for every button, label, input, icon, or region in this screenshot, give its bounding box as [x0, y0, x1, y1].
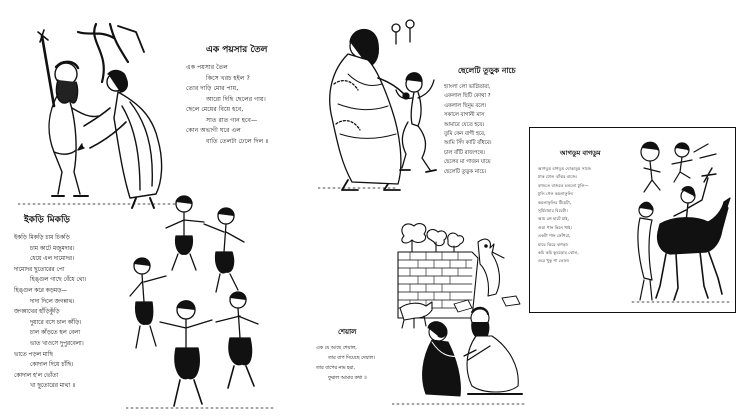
boxed-panel-agdum-bagdum	[529, 127, 736, 313]
poem-line: ছেলেটি তুড়ুক নাচে।	[444, 168, 487, 175]
poem-line: কোদাল দিয়ে চাঁছি।	[30, 362, 74, 369]
poem-line: কমলাফুলির টিয়েটা,	[538, 199, 572, 205]
poem-line: কচি কচি কুমড়োর ঝোল,	[538, 250, 579, 256]
poem-line: আমি সিঁদ কাটি বাঁধবে।	[444, 140, 492, 147]
poem-line: কোন অভাগী ঘরে এল	[186, 127, 241, 134]
poem-line: আমারে যেতে হবে।	[444, 121, 485, 128]
poem-sheyal	[316, 326, 402, 384]
poem-line: কিসে খরচ হইল ?	[206, 74, 250, 82]
poem-line: ছেলে মেয়ের বিয়ে হবে,	[186, 106, 244, 113]
poem-line: ফুরাল আমার কথা ॥	[328, 376, 367, 381]
poem-title: ছেলেটি তুড়ুক নাচে	[458, 66, 516, 75]
poem-title: আগডুম বাগডুম	[560, 149, 601, 157]
poem-line: একটা পান ফোঁপরা,	[538, 233, 571, 239]
poem-line: একলাল ছিনুম বলে।	[444, 102, 487, 109]
illustration-mother-and-dancing-boy	[318, 14, 440, 192]
poem-line: বাতি তেলটা ঢেলে দিল ॥	[206, 137, 269, 145]
poem-line: চাল বাঁটি রাজপথে।	[444, 149, 485, 156]
poem-ikri-mikri	[14, 212, 134, 392]
poem-line: দাদা দিলে জগন্নাথ।	[30, 298, 75, 305]
poem-title: ইকড়ি মিকড়ি	[24, 215, 70, 225]
poem-line: ওরে খুকু গা তোল।	[538, 258, 570, 264]
poem-line: একলাল ছিটি কোথা ?	[444, 93, 491, 100]
poem-line: ছেলের মা গাজন যায়ে	[444, 159, 491, 166]
illustration-bearded-man-and-woman	[18, 22, 183, 212]
poem-line: ঢাক ঢোল ঝাঁঝর বাজে।	[538, 174, 578, 180]
poem-line: দামোদর ছুতোরের পো	[14, 266, 65, 273]
poem-line: সূর্যিমামার বিয়েটা।	[538, 208, 568, 214]
poem-line: দুয়ারে বসে চাল কাঁড়ি।	[30, 319, 82, 326]
poem-line: সকালে বাগানী মাস	[444, 112, 485, 119]
poem-line: কোদাল হ'ল ভোঁতা	[14, 372, 59, 379]
poem-line: তুমি কেন বাগী হবে,	[444, 131, 486, 138]
illustration-jackal-and-wall	[392, 218, 526, 414]
poem-line: ভাত খাওসে দুপুরবেলা।	[30, 340, 84, 347]
poem-line: আগডুম বাগডুম ঘোড়াডুম সাজে	[538, 166, 592, 171]
poem-cheleti-tukur-nache	[444, 66, 530, 177]
poem-line: বাজতে বাজতে চললো ঢুলি—	[538, 182, 589, 188]
poem-line: তার বাপের নাম হরা,	[316, 366, 356, 371]
poem-line: মায়ে ঝিয়ে ঝগড়া।	[538, 241, 569, 247]
poem-line: হিঙ্গুল করে কড়মড়—	[14, 287, 68, 294]
poem-line: এক পয়সার তৈল	[186, 64, 228, 71]
poem-line: খা ছুতোরের মাথা ॥	[30, 383, 76, 390]
poem-line: চাল কাঁড়তে হল বেলা	[30, 330, 81, 337]
poem-line: জগন্নাথের হাঁড়িকুঁড়ি	[14, 309, 60, 316]
poem-line: ঢুলি গেল কমলাফুলি।	[538, 191, 574, 197]
poem-line: ভাতে পড়ল মাছি	[14, 351, 53, 358]
poem-line: হ্যাংলা লো ভাগ্নিতারা,	[444, 84, 491, 90]
illustration-horse-procession	[630, 138, 732, 306]
poem-line: আরো দিছি ছেলের গায়।	[206, 95, 266, 103]
poem-title: এক পয়সার তৈল	[206, 45, 268, 55]
poem-line: গুয়া পান কিনে খাই।	[538, 224, 572, 230]
poem-line: ইকড়ি মিকড়ি চাম চিকড়ি	[14, 235, 70, 241]
poem-line: তোর দাড়ি মোর পায়,	[186, 85, 239, 92]
poem-ek-poysar-tel	[186, 42, 326, 147]
poem-line: চাম কাটে মজুমদার।	[30, 245, 75, 252]
poem-line: তার বাপ দিয়েছে দেয়াল।	[328, 356, 375, 361]
poem-line: সাত রাত গান হবে—	[206, 116, 258, 124]
poem-line: আয় রঙ্গ হাটে যাই,	[538, 216, 569, 222]
poem-line: হিঙ্গুল গাছে বেঁধে থো।	[30, 277, 87, 284]
illustration-boys-dancing-circle	[126, 192, 276, 414]
poem-line: এক যে আছে শেয়াল,	[316, 346, 357, 351]
poem-line: ধেয়ে এল দামোদর।	[30, 256, 75, 263]
poem-title: শেয়াল	[338, 328, 357, 336]
